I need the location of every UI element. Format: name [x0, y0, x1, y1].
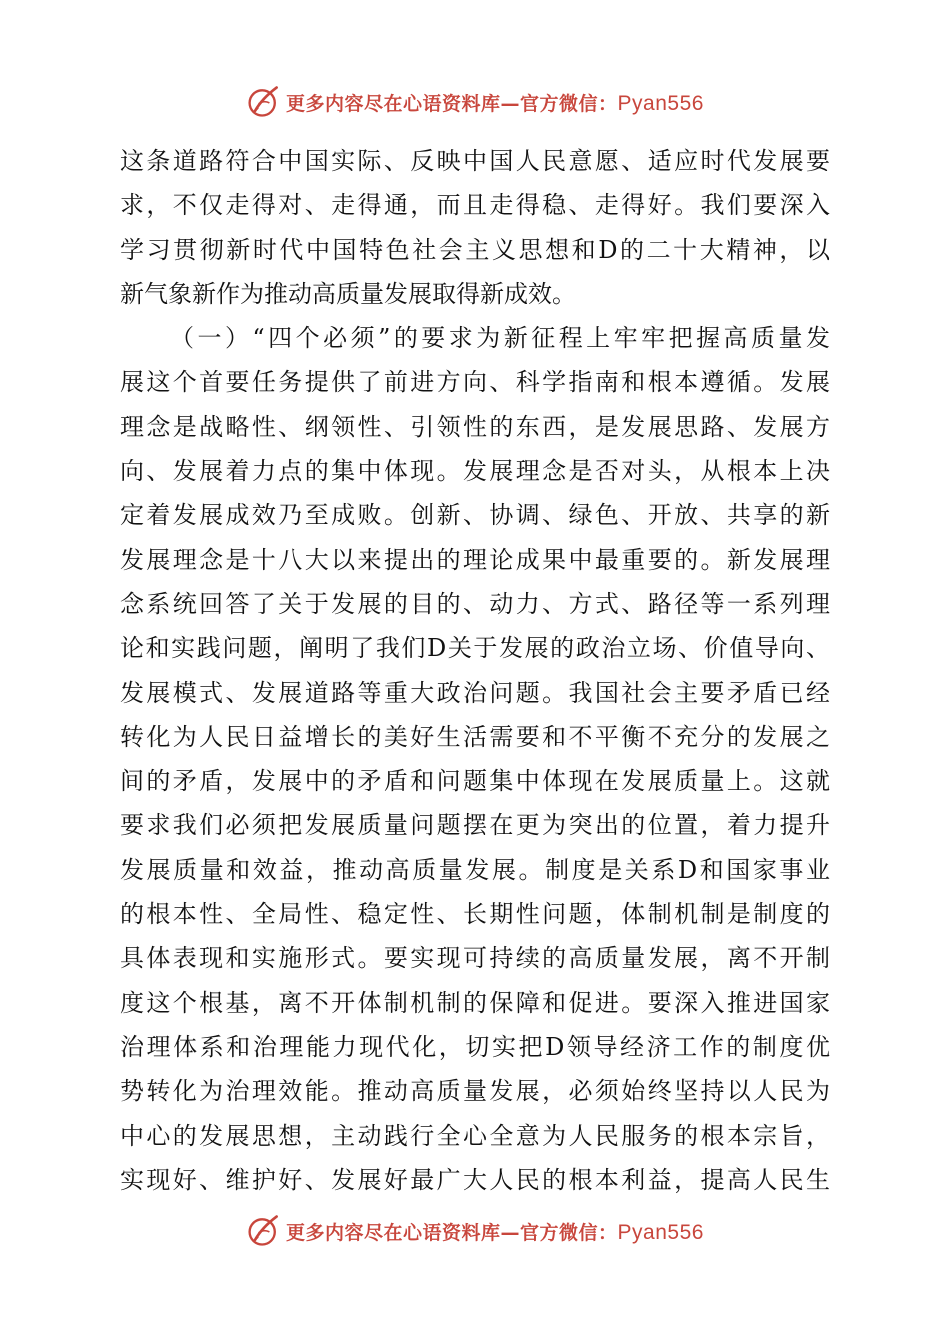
text-line: 度这个根基，离不开体制机制的保障和促进。要深入推进国家: [120, 988, 830, 1017]
text-line: 展这个首要任务提供了前进方向、科学指南和根本遵循。发展: [120, 368, 830, 397]
text-line: 论和实践问题，阐明了我们D关于发展的政治立场、价值导向、: [120, 634, 830, 663]
text-line: 发展理念是十八大以来提出的理论成果中最重要的。新发展理: [120, 545, 830, 574]
text-line: 转化为人民日益增长的美好生活需要和不平衡不充分的发展之: [120, 722, 830, 751]
text-line: 间的矛盾，发展中的矛盾和问题集中体现在发展质量上。这就: [120, 767, 830, 796]
banner-text: 更多内容尽在心语资料库—官方微信：Pyan556: [286, 1220, 704, 1244]
text-line: 治理体系和治理能力现代化，切实把D领导经济工作的制度优: [120, 1032, 830, 1061]
text-line: 理念是战略性、纲领性、引领性的东西，是发展思路、发展方: [120, 412, 830, 441]
text-line: 具体表现和实施形式。要实现可持续的高质量发展，离不开制: [120, 944, 830, 973]
text-line: 学习贯彻新时代中国特色社会主义思想和D的二十大精神，以: [120, 235, 830, 264]
document-body: [120, 139, 830, 1202]
text-line: 新气象新作为推动高质量发展取得新成效。: [120, 279, 576, 308]
text-line: 求，不仅走得对、走得通，而且走得稳、走得好。我们要深入: [120, 191, 830, 220]
text-line: 发展质量和效益，推动高质量发展。制度是关系D和国家事业: [120, 855, 830, 884]
banner-text: 更多内容尽在心语资料库—官方微信：Pyan556: [286, 91, 704, 115]
wechat-id: Pyan556: [617, 1220, 704, 1244]
pen-logo-icon: [246, 84, 282, 120]
text-line: 势转化为治理效能。推动高质量发展，必须始终坚持以人民为: [120, 1077, 830, 1106]
text-line: 念系统回答了关于发展的目的、动力、方式、路径等一系列理: [120, 589, 830, 618]
text-line: （一）“四个必须”的要求为新征程上牢牢把握高质量发: [170, 324, 830, 353]
footer-banner: [0, 1211, 950, 1251]
text-line: 这条道路符合中国实际、反映中国人民意愿、适应时代发展要: [120, 147, 830, 175]
text-line: 的根本性、全局性、稳定性、长期性问题，体制机制是制度的: [120, 900, 830, 929]
wechat-id: Pyan556: [617, 91, 704, 115]
text-line: 向、发展着力点的集中体现。发展理念是否对头，从根本上决: [120, 457, 830, 486]
text-line: 要求我们必须把发展质量问题摆在更为突出的位置，着力提升: [120, 811, 830, 840]
text-line: 发展模式、发展道路等重大政治问题。我国社会主要矛盾已经: [120, 678, 830, 707]
text-line: 实现好、维护好、发展好最广大人民的根本利益，提高人民生: [120, 1165, 830, 1194]
text-line: 定着发展成效乃至成败。创新、协调、绿色、开放、共享的新: [120, 501, 830, 530]
header-banner: [0, 82, 950, 122]
pen-logo-icon: [246, 1213, 282, 1249]
text-line: 中心的发展思想，主动践行全心全意为人民服务的根本宗旨，: [120, 1121, 830, 1150]
